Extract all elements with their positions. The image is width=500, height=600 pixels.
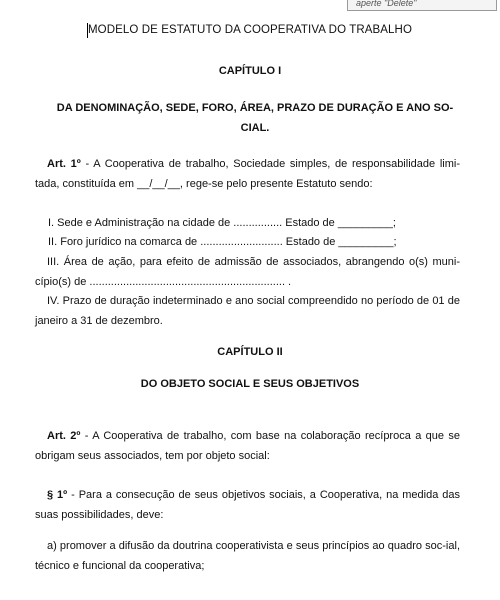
chapter-2-heading: DO OBJETO SOCIAL E SEUS OBJETIVOS	[140, 378, 360, 390]
chapter-1-label: CAPÍTULO I	[218, 65, 282, 77]
article-2-label: Art. 2º	[47, 430, 81, 442]
paragraph-1	[35, 486, 460, 525]
paragraph-1-label: § 1º	[47, 489, 68, 501]
item-a: a) promover a difusão da doutrina cooperativista e seus princípios ao quadro soc-ial, técnico e funcional da cooperativa;	[35, 540, 460, 572]
article-1-label: Art. 1º	[47, 158, 81, 170]
chapter-2-label: CAPÍTULO II	[217, 346, 283, 358]
item-i: I. Sede e Administração na cidade de ................ Estado de _________;	[48, 217, 396, 229]
document-title: MODELO DE ESTATUTO DA COOPERATIVA DO TRABALHO	[87, 24, 412, 36]
item-ii: II. Foro jurídico na comarca de ........................... Estado de _________;	[48, 236, 397, 248]
article-1-text: - A Cooperativa de trabalho, Sociedade simples, de responsabilidade limi-tada, constituída em __/__/__, rege-se pelo presente Estatuto sendo:	[35, 158, 460, 190]
tooltip: aperte "Delete"	[347, 0, 497, 11]
article-1	[35, 155, 460, 194]
article-2-text: - A Cooperativa de trabalho, com base na colaboração recíproca a que se obrigam seus associados, tem por objeto social:	[35, 430, 460, 462]
chapter-1-heading: DA DENOMINAÇÃO, SEDE, FORO, ÁREA, PRAZO DE DURAÇÃO E ANO SO-CIAL.	[56, 102, 454, 134]
paragraph-1-text: - Para a consecução de seus objetivos sociais, a Cooperativa, na medida das suas possibilidades, deve:	[35, 489, 460, 521]
article-2	[35, 427, 460, 466]
item-iii: III. Área de ação, para efeito de admissão de associados, abrangendo o(s) muni-cípio(s) de ................................................................ .	[35, 256, 460, 288]
item-iv: IV. Prazo de duração indeterminado e ano social compreendido no período de 01 de janeiro a 31 de dezembro.	[35, 295, 460, 327]
